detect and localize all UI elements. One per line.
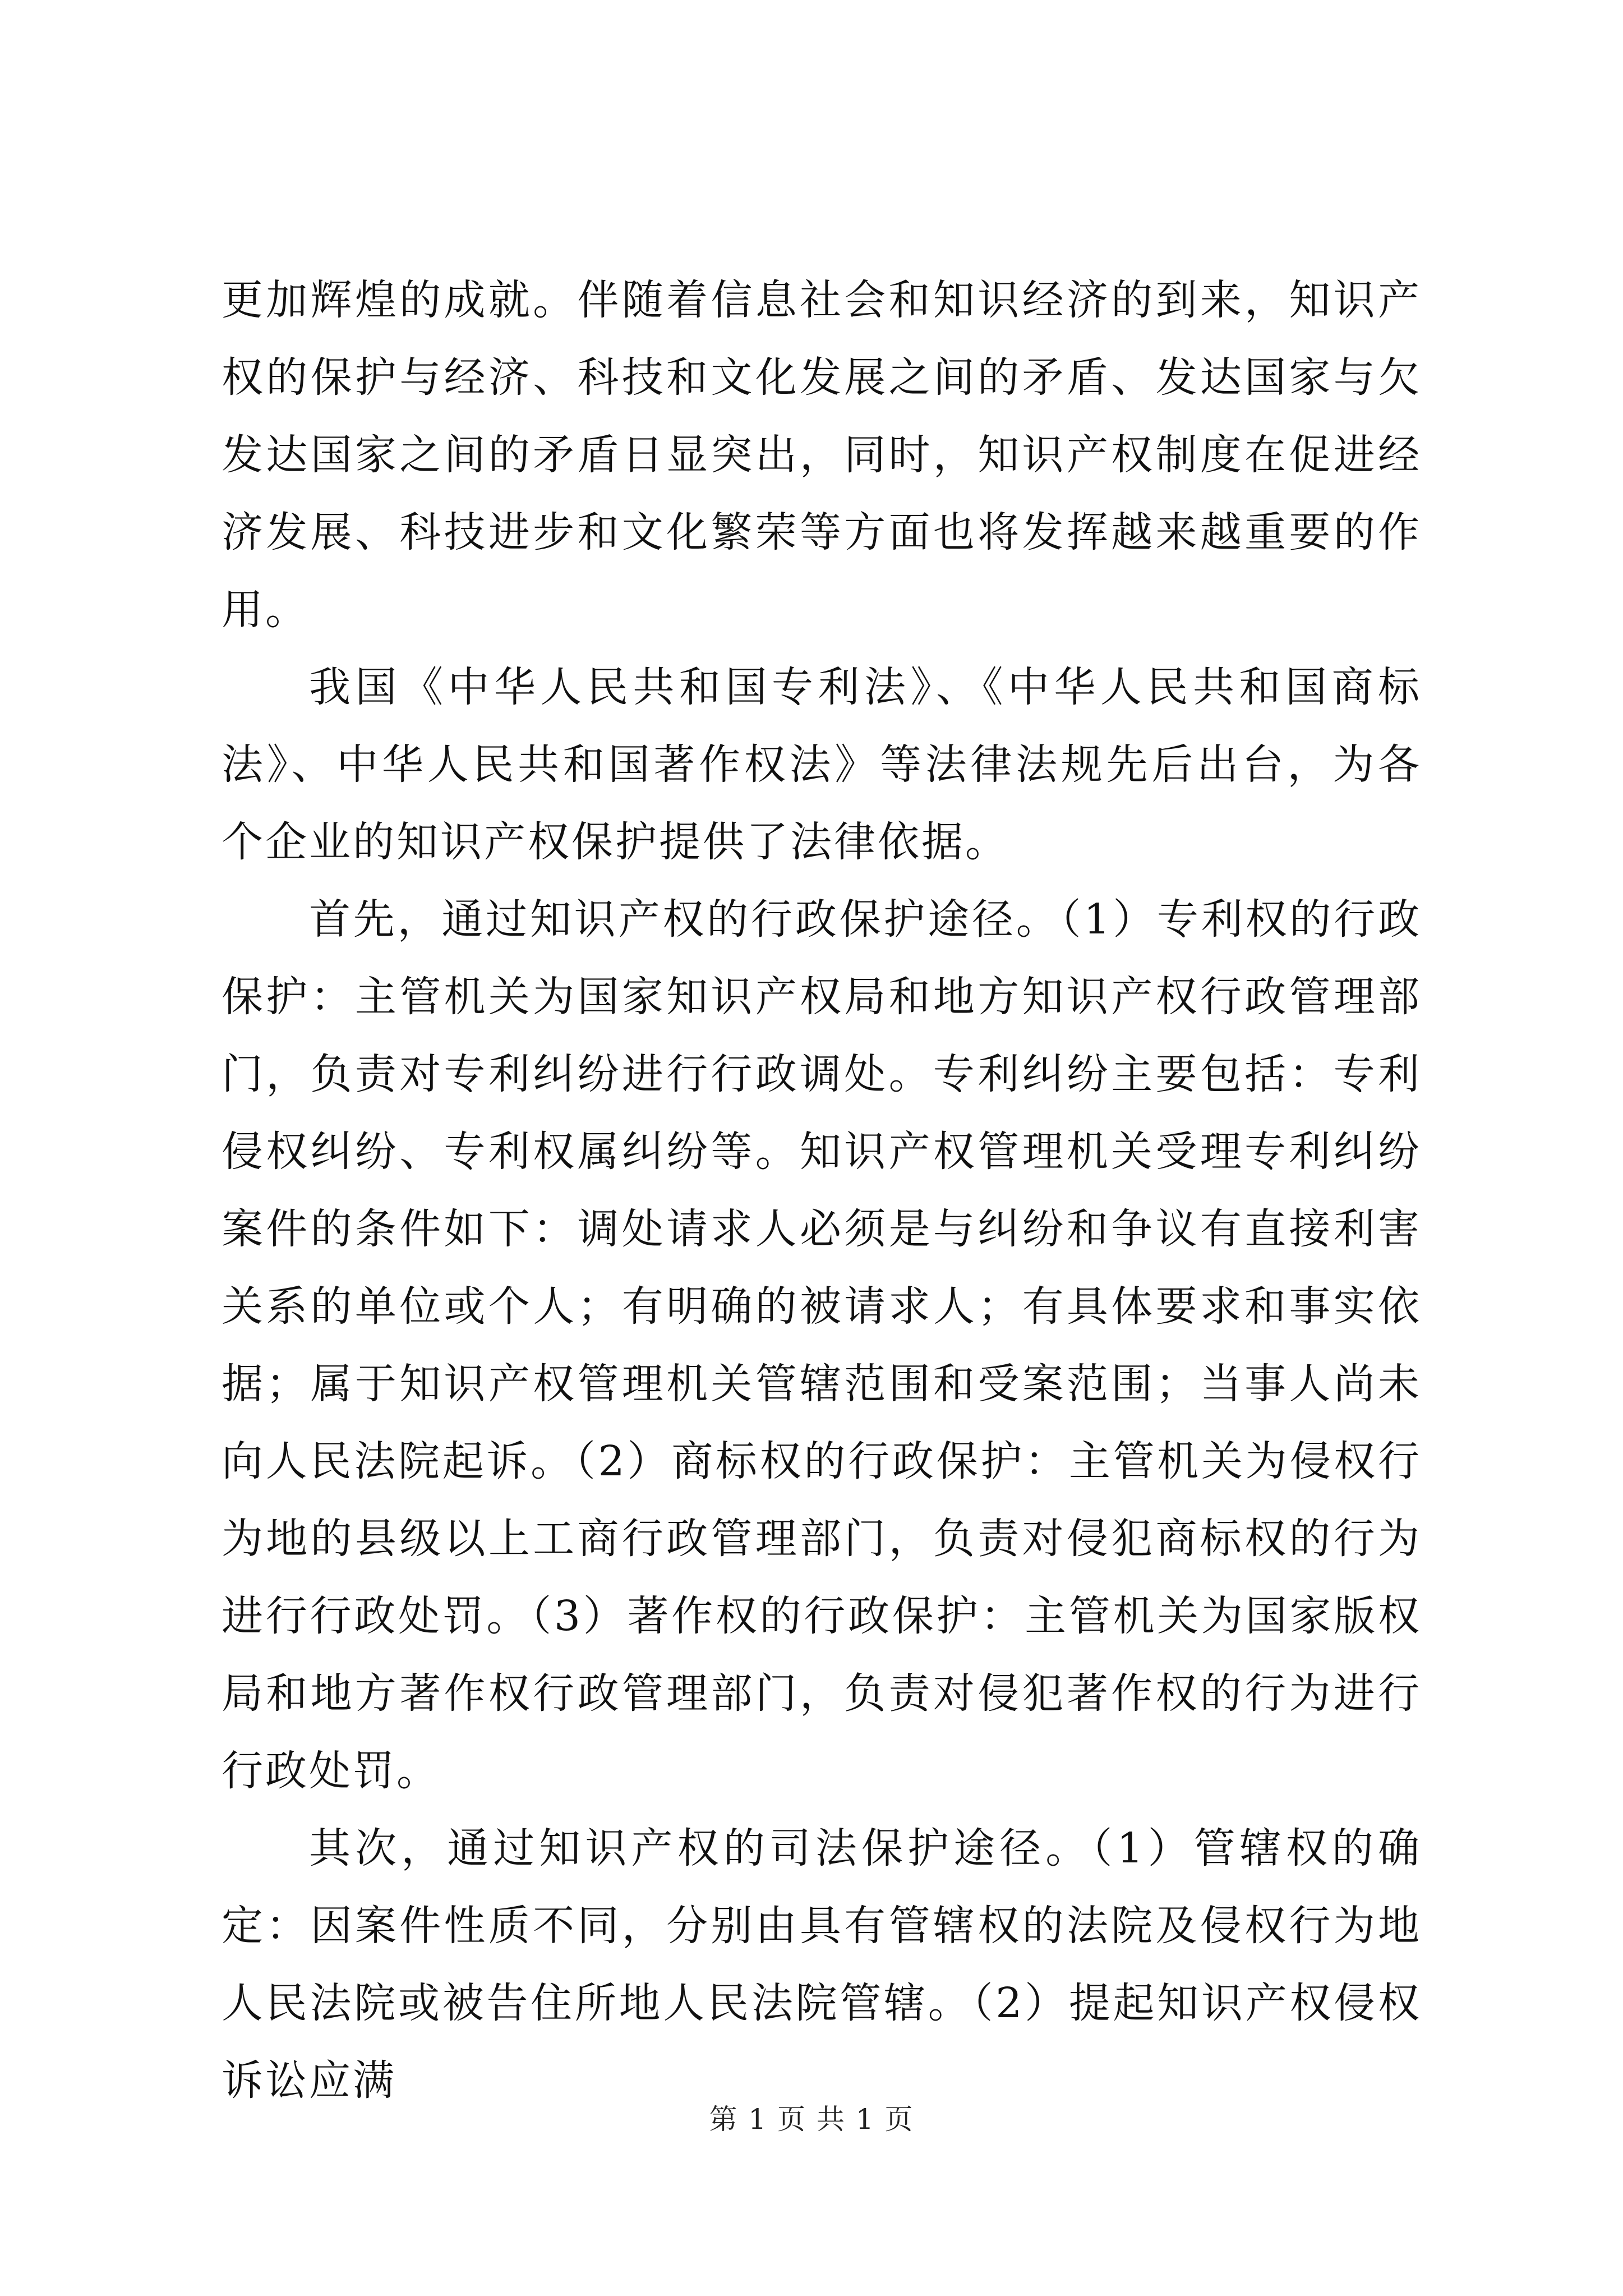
paragraph-laws: 我国《中华人民共和国专利法》、《中华人民共和国商标法》、中华人民共和国著作权法》等法律法规先后出台，为各个企业的知识产权保护提供了法律依据。 bbox=[222, 663, 1422, 866]
page-footer: 第 1 页 共 1 页 bbox=[709, 2103, 914, 2136]
paragraph-continuation: 更加辉煌的成就。伴随着信息社会和知识经济的到来，知识产权的保护与经济、科技和文化发展之间的矛盾、发达国家与欠发达国家之间的矛盾日显突出，同时，知识产权制度在促进经济发展、科技进步和文化繁荣等方面也将发挥越来越重要的作用。 bbox=[222, 276, 1422, 634]
paragraph-judicial-protection: 其次，通过知识产权的司法保护途径。（1）管辖权的确定：因案件性质不同，分别由具有管辖权的法院及侵权行为地人民法院或被告住所地人民法院管辖。（2）提起知识产权侵权诉讼应满 bbox=[222, 1824, 1422, 2105]
document-body bbox=[222, 261, 1422, 2119]
paragraph-administrative-protection: 首先，通过知识产权的行政保护途径。（1）专利权的行政保护：主管机关为国家知识产权局和地方知识产权行政管理部门，负责对专利纠纷进行行政调处。专利纠纷主要包括：专利侵权纠纷、专利权属纠纷等。知识产权管理机关受理专利纠纷案件的条件如下：调处请求人必须是与纠纷和争议有直接利害关系的单位或个人；有明确的被请求人；有具体要求和事实依据；属于知识产权管理机关管辖范围和受案范围；当事人尚未向人民法院起诉。（2）商标权的行政保护：主管机关为侵权行为地的县级以上工商行政管理部门，负责对侵犯商标权的行为进行行政处罚。（3）著作权的行政保护：主管机关为国家版权局和地方著作权行政管理部门，负责对侵犯著作权的行为进行行政处罚。 bbox=[222, 895, 1422, 1795]
